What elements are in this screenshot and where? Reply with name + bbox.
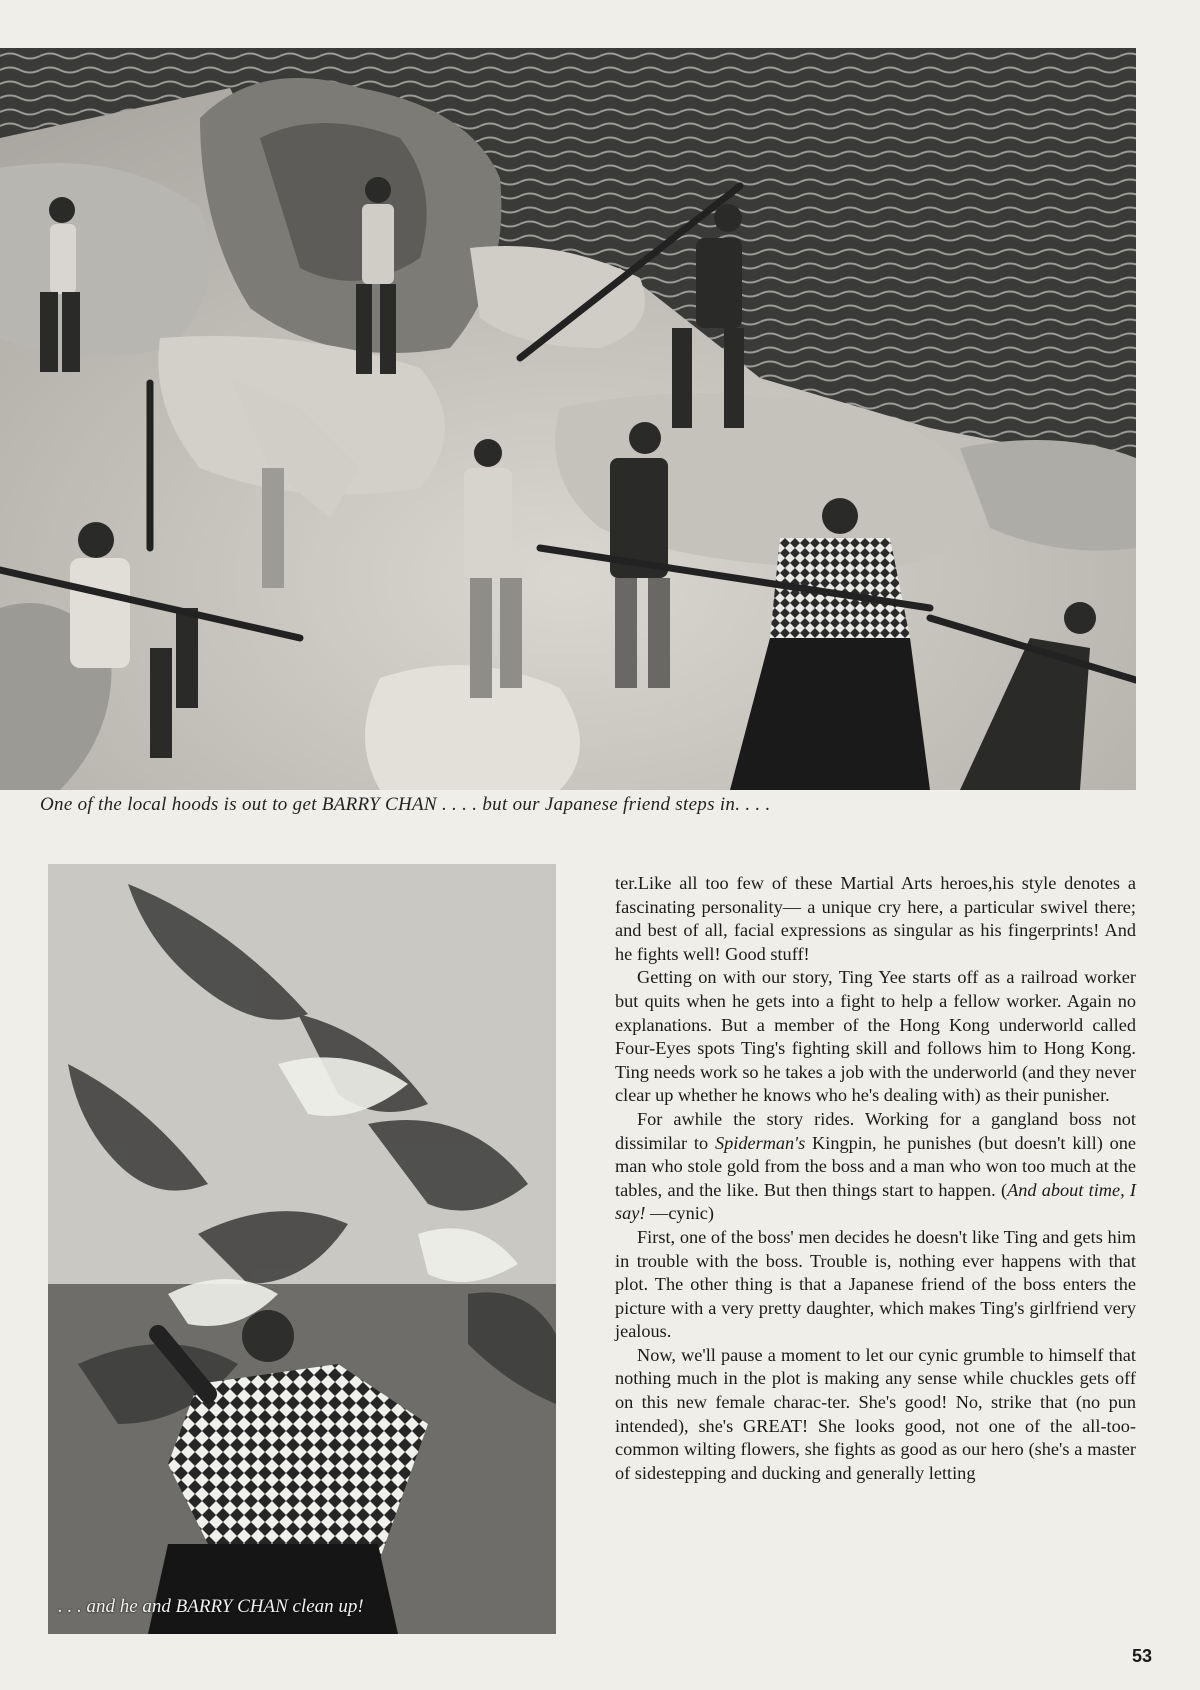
article-paragraph: [615, 1108, 1136, 1226]
article-paragraph: [615, 1226, 1136, 1344]
paragraph-text: Getting on with our story, Ting Yee starts off as a railroad worker but quits when he gets into a fight to help a fellow worker. Again no explanations. But a member of the Hong Kong underworld called Four-Eyes spots Ting's fighting skill and follows him to Hong Kong. Ting needs work so he takes a job with the underworld (and they never clear up whether he knows who he's dealing with) as their punisher.: [615, 967, 1136, 1106]
article-body: [615, 872, 1136, 1485]
fight-scene-image: [0, 48, 1136, 790]
bottom-photo-caption: . . . and he and BARRY CHAN clean up!: [58, 1596, 364, 1617]
article-paragraph: [615, 872, 1136, 966]
top-photo-caption: One of the local hoods is out to get BARRY CHAN . . . . but our Japanese friend steps in. . . .: [40, 794, 771, 815]
top-photo: [0, 48, 1136, 790]
paragraph-text: —cynic): [645, 1203, 714, 1224]
italic-text: Spiderman's: [714, 1132, 806, 1153]
page-number: 53: [1132, 1646, 1153, 1666]
paragraph-text: Kingpin, he punishes (but doesn't kill) one man who stole gold from the boss and a man who won too much at the tables, and the like. But then things start to happen. (: [615, 1132, 1137, 1200]
bottom-photo: [48, 864, 556, 1634]
article-paragraph: [615, 1344, 1136, 1486]
paragraph-text: First, one of the boss' men decides he doesn't like Ting and gets him in trouble with the boss. Trouble is, nothing ever happens with that plot. The other thing is that a Japanese friend of the boss enters the picture with a very pretty daughter, which makes Ting's girlfriend very jealous.: [615, 1226, 1136, 1342]
birds-scene-image: [48, 864, 556, 1634]
paragraph-text: ter.Like all too few of these Martial Arts heroes,his style denotes a fascinating personality— a unique cry here, a particular swivel there; and best of all, facial expressions as singular as his fingerprints! And he fights well! Good stuff!: [615, 873, 1136, 964]
article-paragraph: [615, 966, 1136, 1108]
paragraph-text: For awhile the story rides. Working for a gangland boss not dissimilar to: [615, 1108, 1136, 1153]
italic-text: And about time, I say!: [615, 1179, 1137, 1224]
paragraph-text: Now, we'll pause a moment to let our cynic grumble to himself that nothing much in the plot is making any sense while chuckles gets off on this new female charac-ter. She's good! No, strike that (no pun intended), she's GREAT! She looks good, not one of the all-too-common wilting flowers, she fights as good as our hero (she's a master of sidestepping and ducking and generally letting: [615, 1344, 1136, 1483]
